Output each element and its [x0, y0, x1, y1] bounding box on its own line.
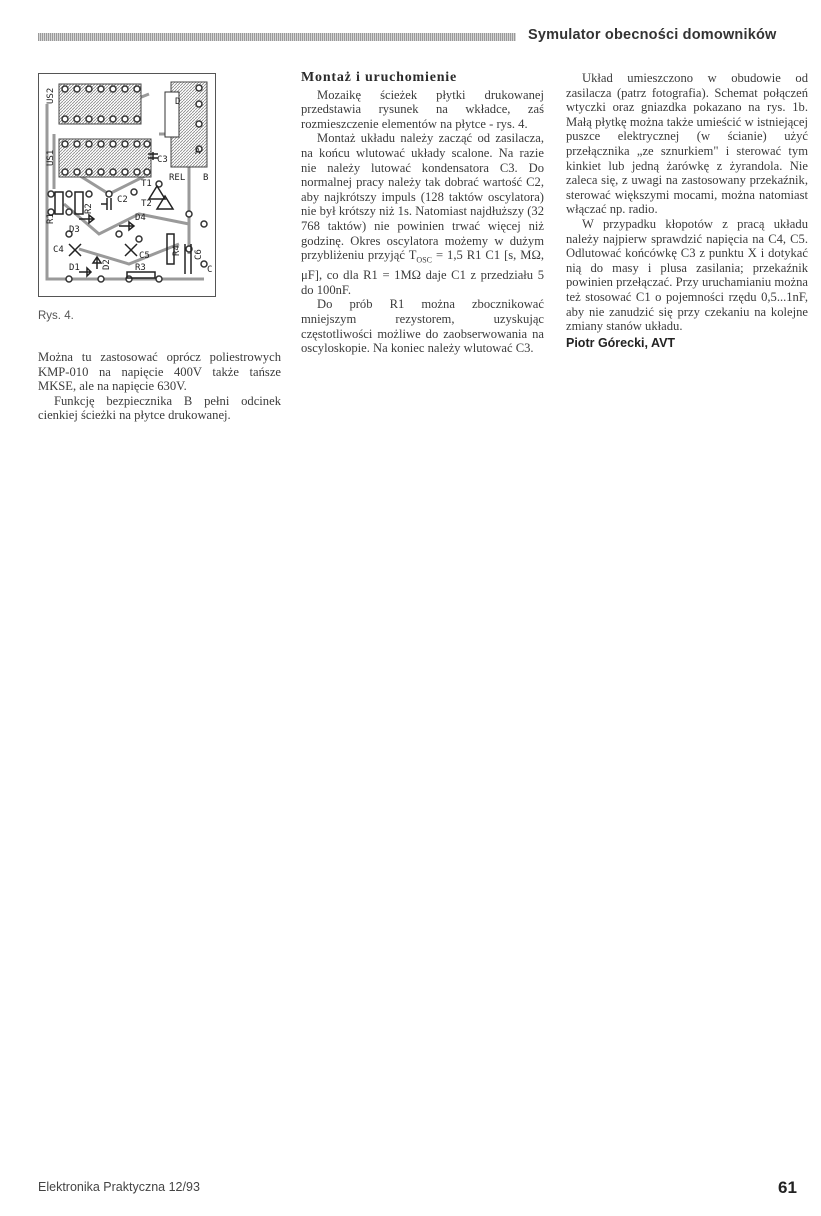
label-t2: T2 [141, 199, 152, 209]
col3-paragraph-1: Układ umieszczono w obudowie od zasilacza (patrz fotografia). Schemat połączeń wtyczki oraz gniazdka pokazano na rys. 1b. Małą płytkę można także umieścić w istniejącej puszce elektrycznej (w ścianie) użyć przełącznika „ze sznurkiem" i sterować tym kinkiet lub jedną żarówkę z żyrandola. Nie zaleca się, z uwagi na zastosowany przekaźnik, sterować większymi mocami, można natomiast włączać np. radio. [566, 71, 808, 217]
column-1 [38, 350, 281, 423]
label-r4: R4 [172, 245, 182, 256]
footer-publication: Elektronika Praktyczna 12/93 [38, 1180, 200, 1194]
header-rule [38, 33, 516, 41]
osc-subscript: OSC [416, 255, 432, 265]
label-c5: C5 [139, 251, 150, 261]
col1-paragraph-1: Można tu zastosować oprócz poliestrowych KMP-010 na napięcie 400V także tańsze MKSE, ale na napięcie 630V. [38, 350, 281, 394]
label-d3: D3 [69, 225, 80, 235]
label-b: B [203, 173, 209, 183]
label-t1: T1 [141, 179, 152, 189]
col1-paragraph-2: Funkcję bezpiecznika B pełni odcinek cienkiej ścieżki na płytce drukowanej. [38, 393, 281, 423]
column-3 [566, 71, 808, 350]
label-rel: REL [169, 173, 186, 183]
label-us1: US1 [46, 149, 56, 166]
label-c4: C4 [53, 245, 64, 255]
col2-paragraph-3: Do prób R1 można zbocznikować mniejszym rezystorem, uzyskując częstotliwości możliwe do zaobserwowania na oscyloskopie. Na koniec należy wlutować C3. [301, 297, 544, 356]
label-r1: R1 [46, 213, 56, 224]
label-us2: US2 [46, 87, 56, 104]
col2-paragraph-2-text: Montaż układu należy zacząć od zasilacza, na końcu wlutować układy scalone. Na razie nie należy lutować kondensatora C3. Do normalnej pracy należy tak dobrać wartość C2, aby najkrótszy impuls (128 taktów oscylatora) nie był krótszy niż 1s. Natomiast najdłuższy (32 768 taktów) nie powinien trwać więcej niż godzinę. Okres oscylatora możemy w dużym przybliżeniu przyjąć T [301, 131, 544, 263]
pcb-drawing [39, 74, 215, 296]
label-r2: R2 [84, 203, 94, 214]
label-d2: D2 [102, 259, 112, 270]
label-d4: D4 [135, 213, 146, 223]
pcb-layout-figure [38, 73, 216, 297]
figure-caption: Rys. 4. [38, 310, 74, 322]
label-a: A [195, 147, 201, 157]
section-heading: Montaż i uruchomienie [301, 70, 458, 85]
author-signature: Piotr Górecki, AVT [566, 335, 676, 350]
col2-paragraph-2 [301, 131, 544, 297]
label-c6: C6 [194, 249, 204, 260]
label-c: C [207, 265, 213, 275]
col3-paragraph-2: W przypadku kłopotów z pracą układu należy najpierw sprawdzić napięcia na C4, C5. Odlutować końcówkę C3 z punktu X i dotykać nią do masy i plusa zasilania; przekaźnik powinien przełączać. Przy uruchamianiu można też stosować C1 o pojemności rzędu 0,5...1nF, aby nie zanudzić się przy czekaniu na kolejne zmiany stanów układu. [566, 216, 808, 334]
col2-paragraph-2-tail: = 1,5 R1 C1 [s, MΩ, μF], co dla R1 = 1MΩ daje C1 z przedziału 5 do 100nF. [301, 248, 545, 297]
label-c2: C2 [117, 195, 128, 205]
label-d1: D1 [69, 263, 80, 273]
col2-paragraph-1: Mozaikę ścieżek płytki drukowanej przedstawia rysunek na wkładce, zaś rozmieszczenie elementów na płytce - rys. 4. [301, 87, 544, 131]
running-header-title: Symulator obecności domowników [528, 27, 777, 43]
label-c3: C3 [157, 155, 168, 165]
page-number: 61 [778, 1178, 797, 1197]
label-r3: R3 [135, 263, 146, 273]
label-d: D [175, 97, 181, 107]
column-2 [301, 71, 544, 356]
